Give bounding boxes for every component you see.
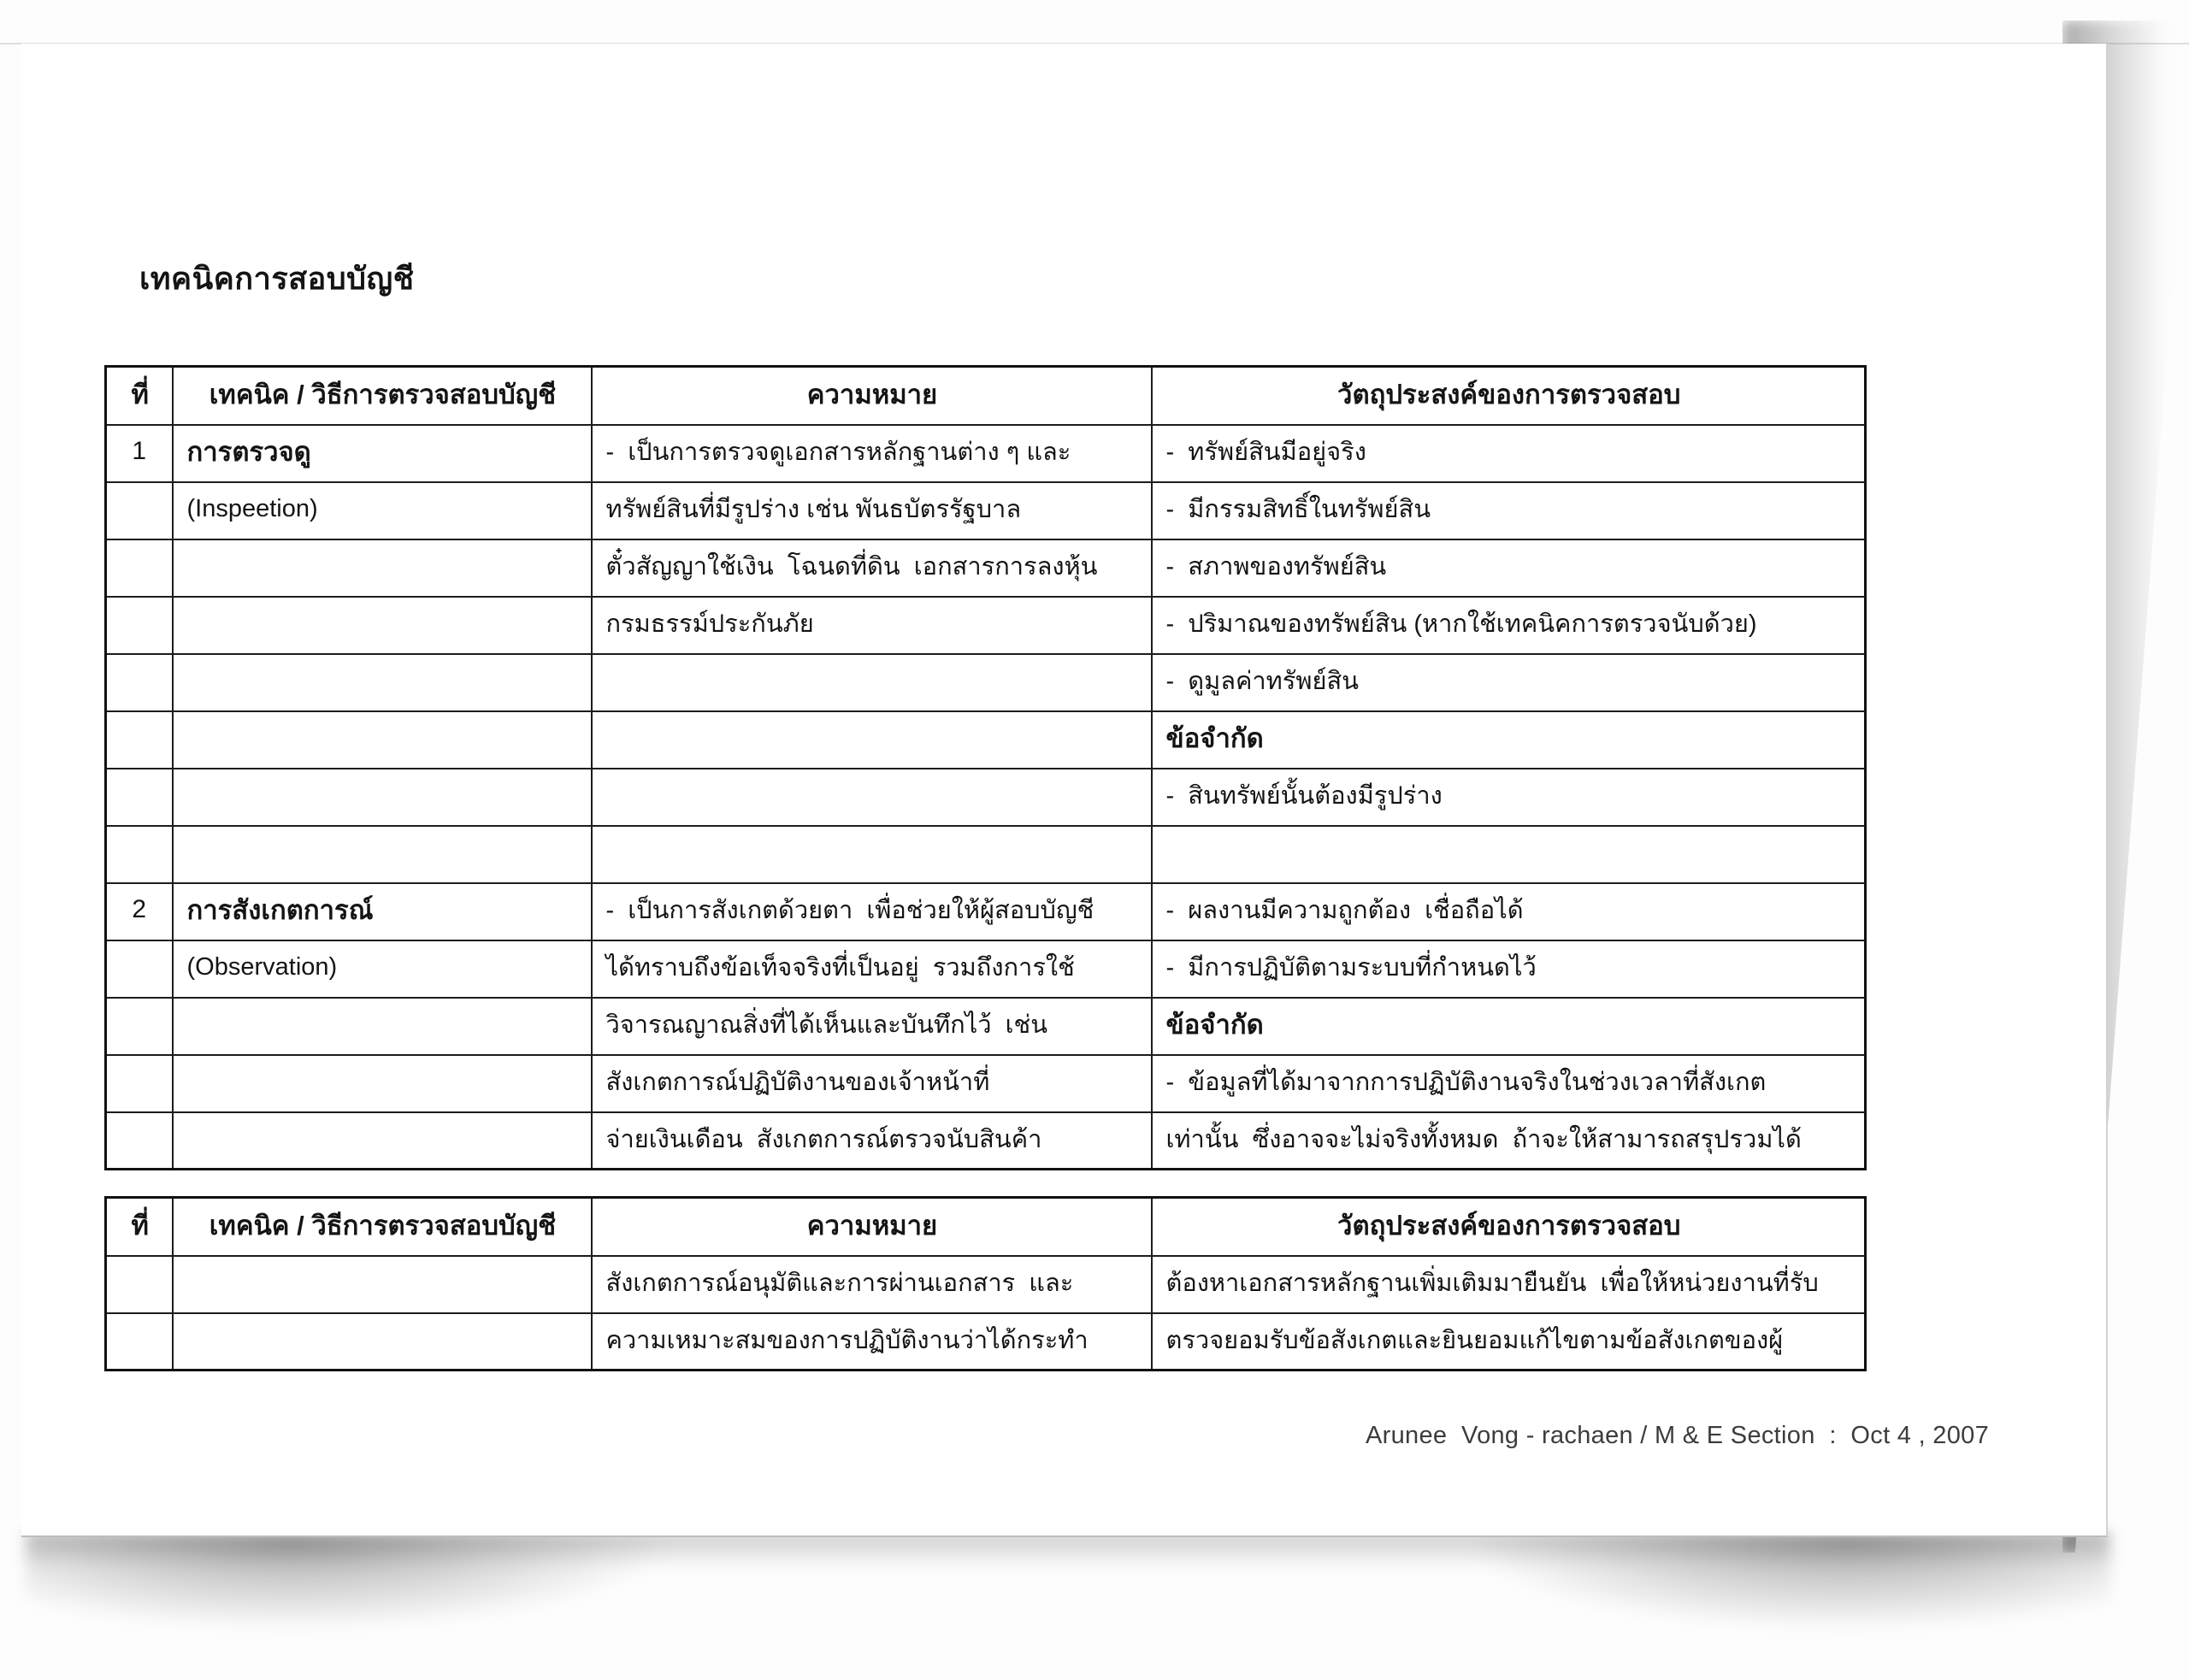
cell-objective: ข้อจำกัด <box>1152 711 1866 769</box>
cell-no <box>106 597 173 654</box>
table-row <box>106 883 1866 940</box>
cell-objective: - มีการปฏิบัติตามระบบที่กำหนดไว้ <box>1152 940 1866 998</box>
table-header-row <box>106 367 1866 425</box>
table-row <box>106 769 1866 826</box>
table-row <box>106 1112 1866 1170</box>
cell-no <box>106 1112 173 1170</box>
table-row <box>106 425 1866 482</box>
header-technique: เทคนิค / วิธีการตรวจสอบบัญชี <box>173 367 592 425</box>
cell-objective: - ผลงานมีความถูกต้อง เชื่อถือได้ <box>1152 883 1866 940</box>
cell-technique <box>173 597 592 654</box>
header-objective: วัตถุประสงค์ของการตรวจสอบ <box>1152 367 1866 425</box>
cell-meaning: ความเหมาะสมของการปฏิบัติงานว่าได้กระทำ <box>592 1313 1152 1371</box>
header-meaning: ความหมาย <box>592 1198 1152 1256</box>
cell-technique: การตรวจดู <box>173 425 592 482</box>
cell-technique: (Observation) <box>173 940 592 998</box>
table-row <box>106 940 1866 998</box>
footer-credit: Arunee Vong - rachaen / M & E Section : Oct 4 , 2007 <box>1366 1422 1990 1449</box>
cell-no <box>106 1055 173 1112</box>
cell-technique: การสังเกตการณ์ <box>173 883 592 940</box>
page-bottom-curl-shadow <box>26 1532 2110 1679</box>
cell-meaning: วิจารณญาณสิ่งที่ได้เห็นและบันทึกไว้ เช่น <box>592 998 1152 1055</box>
cell-objective: - มีกรรมสิทธิ์ในทรัพย์สิน <box>1152 482 1866 539</box>
cell-no <box>106 482 173 539</box>
header-objective: วัตถุประสงค์ของการตรวจสอบ <box>1152 1198 1866 1256</box>
cell-objective: - ทรัพย์สินมีอยู่จริง <box>1152 425 1866 482</box>
table-row <box>106 597 1866 654</box>
cell-no <box>106 1313 173 1371</box>
cell-objective <box>1152 826 1866 883</box>
cell-technique <box>173 1112 592 1170</box>
cell-technique <box>173 826 592 883</box>
table-row <box>106 1256 1866 1313</box>
cell-objective: ตรวจยอมรับข้อสังเกตและยินยอมแก้ไขตามข้อสังเกตของผู้ <box>1152 1313 1866 1371</box>
cell-technique: (Inspeetion) <box>173 482 592 539</box>
cell-meaning <box>592 711 1152 769</box>
table-header-row <box>106 1198 1866 1256</box>
table-row <box>106 1313 1866 1371</box>
audit-techniques-table-2 <box>104 1196 1867 1371</box>
cell-meaning <box>592 826 1152 883</box>
cell-objective: - ข้อมูลที่ได้มาจากการปฏิบัติงานจริงในช่วงเวลาที่สังเกต <box>1152 1055 1866 1112</box>
cell-meaning: - เป็นการตรวจดูเอกสารหลักฐานต่าง ๆ และ <box>592 425 1152 482</box>
cell-meaning <box>592 769 1152 826</box>
cell-meaning: ทรัพย์สินที่มีรูปร่าง เช่น พันธบัตรรัฐบาล <box>592 482 1152 539</box>
table-row <box>106 1055 1866 1112</box>
cell-meaning <box>592 654 1152 711</box>
header-technique: เทคนิค / วิธีการตรวจสอบบัญชี <box>173 1198 592 1256</box>
cell-objective: - ปริมาณของทรัพย์สิน (หากใช้เทคนิคการตรวจนับด้วย) <box>1152 597 1866 654</box>
table-row <box>106 711 1866 769</box>
cell-no <box>106 998 173 1055</box>
cell-technique <box>173 1313 592 1371</box>
cell-no <box>106 769 173 826</box>
cell-meaning: ตั๋วสัญญาใช้เงิน โฉนดที่ดิน เอกสารการลงหุ้น <box>592 539 1152 597</box>
table-row <box>106 654 1866 711</box>
cell-technique <box>173 1055 592 1112</box>
cell-meaning: กรมธรรม์ประกันภัย <box>592 597 1152 654</box>
header-no: ที่ <box>106 1198 173 1256</box>
cell-meaning: จ่ายเงินเดือน สังเกตการณ์ตรวจนับสินค้า <box>592 1112 1152 1170</box>
page-title: เทคนิคการสอบบัญชี <box>139 261 415 296</box>
cell-meaning: สังเกตการณ์ปฏิบัติงานของเจ้าหน้าที่ <box>592 1055 1152 1112</box>
table-row <box>106 998 1866 1055</box>
cell-technique <box>173 654 592 711</box>
table-row <box>106 482 1866 539</box>
cell-no <box>106 711 173 769</box>
cell-no <box>106 940 173 998</box>
header-no: ที่ <box>106 367 173 425</box>
cell-no <box>106 539 173 597</box>
cell-meaning: ได้ทราบถึงข้อเท็จจริงที่เป็นอยู่ รวมถึงการใช้ <box>592 940 1152 998</box>
audit-techniques-table-1 <box>104 365 1867 1170</box>
cell-no <box>106 826 173 883</box>
cell-objective: - สินทรัพย์นั้นต้องมีรูปร่าง <box>1152 769 1866 826</box>
document-page <box>21 44 2108 1537</box>
table-row <box>106 826 1866 883</box>
cell-objective: ข้อจำกัด <box>1152 998 1866 1055</box>
cell-meaning: สังเกตการณ์อนุมัติและการผ่านเอกสาร และ <box>592 1256 1152 1313</box>
cell-no <box>106 1256 173 1313</box>
cell-objective: เท่านั้น ซึ่งอาจจะไม่จริงทั้งหมด ถ้าจะให้สามารถสรุปรวมได้ <box>1152 1112 1866 1170</box>
cell-no: 2 <box>106 883 173 940</box>
cell-no <box>106 654 173 711</box>
cell-technique <box>173 769 592 826</box>
table-row <box>106 539 1866 597</box>
cell-objective: ต้องหาเอกสารหลักฐานเพิ่มเติมมายืนยัน เพื่อให้หน่วยงานที่รับ <box>1152 1256 1866 1313</box>
cell-technique <box>173 1256 592 1313</box>
header-meaning: ความหมาย <box>592 367 1152 425</box>
cell-objective: - สภาพของทรัพย์สิน <box>1152 539 1866 597</box>
cell-technique <box>173 711 592 769</box>
cell-technique <box>173 998 592 1055</box>
cell-objective: - ดูมูลค่าทรัพย์สิน <box>1152 654 1866 711</box>
cell-no: 1 <box>106 425 173 482</box>
cell-technique <box>173 539 592 597</box>
cell-meaning: - เป็นการสังเกตด้วยตา เพื่อช่วยให้ผู้สอบบัญชี <box>592 883 1152 940</box>
